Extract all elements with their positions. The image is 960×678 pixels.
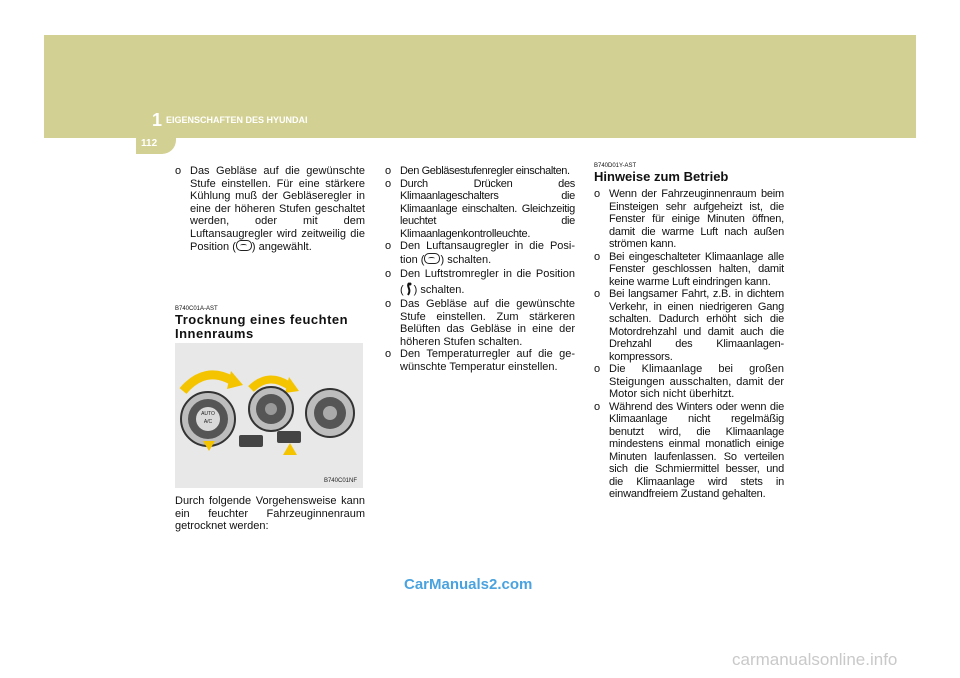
press-arrow-right [283,443,297,455]
chapter-title: EIGENSCHAFTEN DES HYUNDAI [166,115,308,125]
col3-bullet-5: o Während des Winters oder wenn die Klimaanlage nicht regelmäßig benutzt wird, die Klimaanlage mindestens einmal monatlich einige Minuten laufenlassen. So verteilen sich die Schmiermittel besser, und die Klimaanlage wird stets in einwandfreiem Zustand gehalten. [594,401,784,501]
col2-bullet-5: o Das Gebläse auf die gewünschte Stufe einstellen. Zum stärkeren Belüften das Gebläse in eine der höheren Stufen schalten. [385,298,575,348]
recirculation-icon [424,253,440,264]
col2-bullet-2: o Durch Drücken des Klimaanlageschalters die Klimaanlage einschalten. Gleichzeitig leuchtet die Klimaanlagenkontrolleuchte. [385,178,575,241]
recirculation-button [239,435,263,447]
footer-watermark: carmanualsonline.info [732,650,898,669]
col2-bullet-4: o Den Luftstromregler in die Position ( ) schalten. [385,266,575,298]
col2-bullet-3: o Den Luftansaugregler in die Posi-tion ( ) schalten. [385,240,575,266]
climate-control-figure [175,343,363,488]
mode-dial-center [265,403,277,415]
column-3 [594,162,784,501]
col1-paragraph: Durch folgende Vorgehensweise kann ein feuchter Fahrzeuginnenraum getrocknet werden: [175,495,365,532]
chapter-number: 1 [152,110,163,130]
col2-bullet-6: o Den Temperaturregler auf die ge-wünschte Temperatur einstellen. [385,348,575,373]
recirculation-icon [236,240,252,251]
temperature-dial-center [323,406,337,420]
section-title: Trocknung eines feuchten Innenraums [175,312,349,341]
section-code: B740C01A-AST [175,306,218,312]
watermark-link[interactable]: CarManuals2.com [404,576,533,593]
climate-panel-illustration [175,343,363,488]
col3-bullet-2: o Bei eingeschalteter Klimaanlage alle Fenster geschlossen halten, damit keine warme Luft eindringen kann. [594,251,784,289]
col1-bullet-1: o Das Gebläse auf die gewünschte Stufe einstellen. Für eine stärkere Kühlung muß der Gebläseregler in eine der höheren Stufen geschaltet werden, oder mit dem Luftansaugregler wird zeitweilig die Position ( ) angewählt. [175,165,365,254]
col3-bullet-1: o Wenn der Fahrzeuginnenraum beim Einsteigen sehr aufgeheizt ist, die Fenster für einige Minuten öffnen, damit die warme Luft nach außen strömen kann. [594,188,784,251]
page-number: 112 [141,138,158,149]
arrow-head-left [227,371,243,389]
col3-bullet-3: o Bei langsamer Fahrt, z.B. in dichtem Verkehr, in einen niedrigeren Gang schalten. Dadurch erhöht sich die Motordrehzahl und damit auch die Drehzahl des Klimaanlagen-kompressors. [594,288,784,363]
face-vent-icon [404,282,414,296]
col2-bullet-1: o Den Gebläsestufenregler einschalten. [385,165,575,178]
dial-label-ac: A/C [203,419,213,425]
section-trocknung [175,305,365,341]
column-2 [385,165,575,373]
arrow-head-middle [285,377,299,393]
figure-code: B740C01NF [323,478,357,484]
section-code: B740D01Y-AST [594,163,637,169]
column-1-top [175,165,365,254]
dial-label-auto: AUTO [201,411,215,417]
fresh-air-button [277,431,301,443]
section-title: Hinweise zum Betrieb [594,169,729,184]
rotate-arrow-left [183,375,233,391]
col3-bullet-4: o Die Klimaanlage bei großen Steigungen ausschalten, damit der Motor sich nicht überhitzt. [594,363,784,401]
